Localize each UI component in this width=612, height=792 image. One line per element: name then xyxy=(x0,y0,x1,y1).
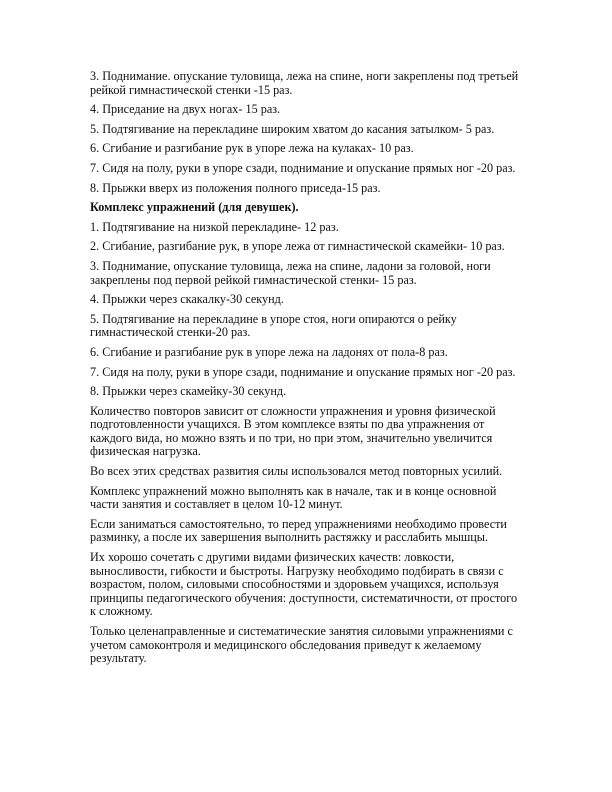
list-item: 8. Прыжки вверх из положения полного приседа-15 раз. xyxy=(90,180,381,195)
section-heading-girls: Комплекс упражнений (для девушек). xyxy=(90,200,299,215)
list-item: 5. Подтягивание на перекладине в упоре стоя, ноги опираются о рейку гимнастической стенки-20 раз. xyxy=(90,311,457,340)
paragraph: Во всех этих средствах развития силы использовался метод повторных усилий. xyxy=(90,464,503,479)
paragraph: Количество повторов зависит от сложности упражнения и уровня физической подготовленности учащихся. В этом комплексе взяты по два упражнения от каждого вида, но можно взять и по три, но при этом, значительно увеличится физическая нагрузка. xyxy=(90,403,496,459)
list-item: 6. Сгибание и разгибание рук в упоре лежа на ладонях от пола-8 раз. xyxy=(90,344,448,359)
list-item: 2. Сгибание, разгибание рук, в упоре лежа от гимнастической скамейки- 10 раз. xyxy=(90,239,505,254)
body-text xyxy=(90,405,522,666)
list-item: 4. Приседание на двух ногах- 15 раз. xyxy=(90,102,281,117)
list-item: 8. Прыжки через скамейку-30 секунд. xyxy=(90,384,287,399)
list-item: 7. Сидя на полу, руки в упоре сзади, поднимание и опускание прямых ног -20 раз. xyxy=(90,160,516,175)
boys-exercise-list xyxy=(90,70,522,195)
paragraph: Если заниматься самостоятельно, то перед упражнениями необходимо провести разминку, а после их завершения выполнить растяжку и расслабить мышцы. xyxy=(90,516,507,545)
list-item: 1. Подтягивание на низкой перекладине- 12 раз. xyxy=(90,219,339,234)
list-item: 3. Поднимание, опускание туловища, лежа на спине, ладони за головой, ноги закреплены под первой рейкой гимнастической стенки- 15 раз. xyxy=(90,258,491,287)
list-item: 4. Прыжки через скакалку-30 секунд. xyxy=(90,292,284,307)
paragraph: Только целенаправленные и систематические занятия силовыми упражнениями с учетом самоконтроля и медицинского обследования приведут к желаемому результату. xyxy=(90,624,513,666)
girls-exercise-list xyxy=(90,221,522,399)
paragraph: Комплекс упражнений можно выполнять как в начале, так и в конце основной части занятия и составляет в целом 10-12 минут. xyxy=(90,483,497,512)
paragraph: Их хорошо сочетать с другими видами физических качеств: ловкости, выносливости, гибкости и быстроты. Нагрузку необходимо подбирать в связи с возрастом, полом, силовыми способностями и здоровьем учащихся, используя принципы педагогического обучения: доступности, систематичности, от простого к сложному. xyxy=(90,550,518,619)
list-item: 5. Подтягивание на перекладине широким хватом до касания затылком- 5 раз. xyxy=(90,121,495,136)
list-item: 6. Сгибание и разгибание рук в упоре лежа на кулаках- 10 раз. xyxy=(90,141,414,156)
list-item: 7. Сидя на полу, руки в упоре сзади, поднимание и опускание прямых ног -20 раз. xyxy=(90,364,516,379)
document-page xyxy=(90,70,522,672)
list-item: 3. Поднимание. опускание туловища, лежа на спине, ноги закреплены под третьей рейкой гимнастической стенки -15 раз. xyxy=(90,69,519,97)
